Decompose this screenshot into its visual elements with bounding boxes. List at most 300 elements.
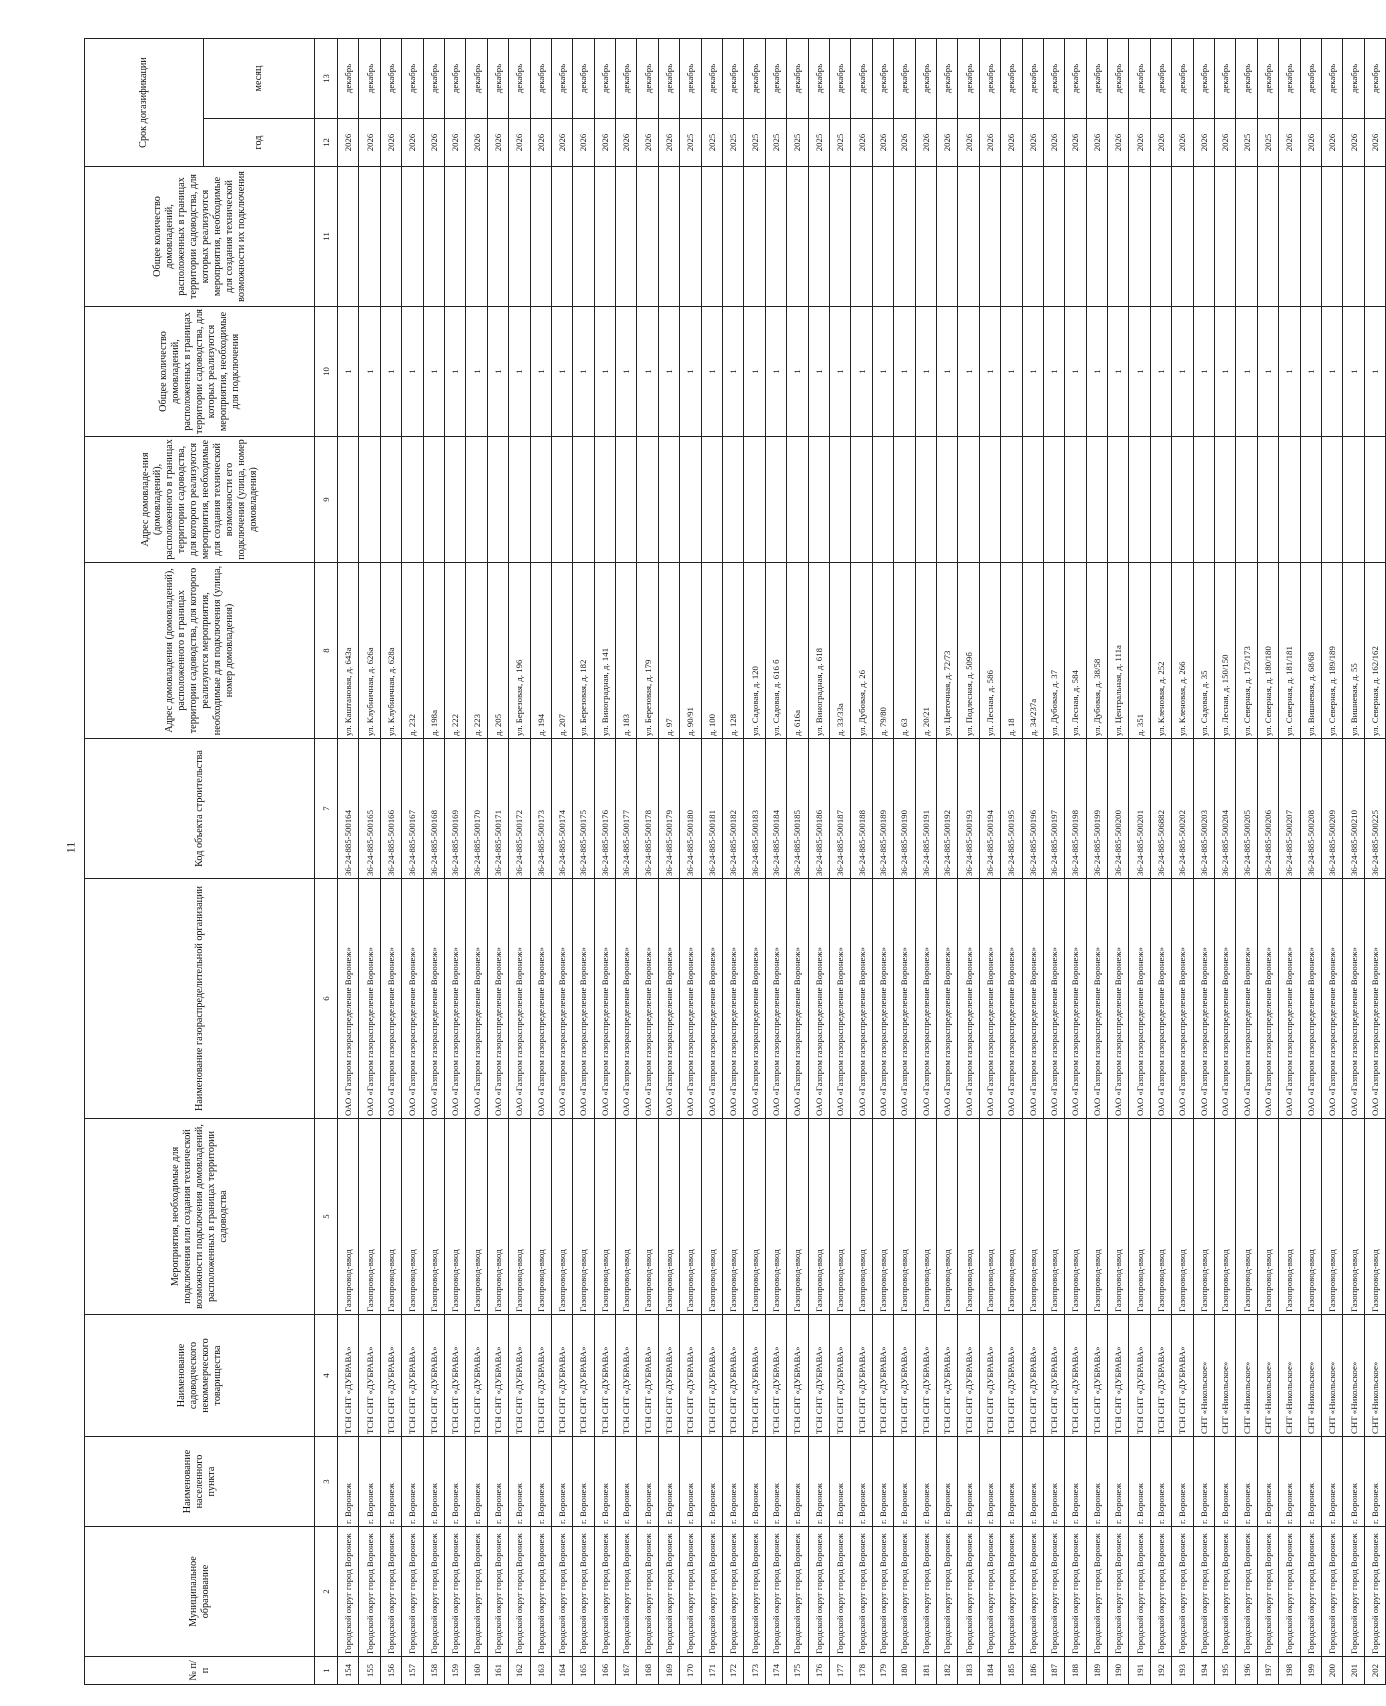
deadline-year-cell: 2026 (1343, 119, 1364, 167)
measure-cell: Газопровод-ввод (573, 1119, 594, 1315)
address-tech-cell (551, 437, 572, 563)
deadline-year-cell: 2025 (808, 119, 829, 167)
row-number: 176 (808, 1657, 829, 1685)
table-row (851, 38, 872, 1684)
measure-cell: Газопровод-ввод (723, 1119, 744, 1315)
row-number: 187 (1043, 1657, 1064, 1685)
row-number: 160 (466, 1657, 487, 1685)
table-row (1043, 38, 1064, 1684)
object-code-cell: 36-24-885-500164 (338, 739, 359, 879)
deadline-month-cell: декабрь (1321, 38, 1342, 118)
partnership-cell: ТСН СНТ «ДУБРАВА» (915, 1315, 936, 1437)
address-connection-cell: ул. Лесная, д. 586 (979, 563, 1000, 739)
partnership-cell: ТСН СНТ «ДУБРАВА» (637, 1315, 658, 1437)
measure-cell: Газопровод-ввод (1215, 1119, 1236, 1315)
object-code-cell: 36-24-885-500206 (1257, 739, 1278, 879)
object-code-cell: 36-24-885-500225 (1364, 739, 1385, 879)
municipality-cell: Городской округ город Воронеж (1257, 1527, 1278, 1657)
gas-org-cell: ОАО «Газпром газораспределение Воронеж» (1001, 879, 1022, 1119)
deadline-month-cell: декабрь (1150, 38, 1171, 118)
header-month: месяц (204, 38, 315, 118)
deadline-month-cell: декабрь (894, 38, 915, 118)
municipality-cell: Городской округ город Воронеж (808, 1527, 829, 1657)
address-tech-cell (744, 437, 765, 563)
address-connection-cell: д. 34/237а (1022, 563, 1043, 739)
table-row (338, 38, 359, 1684)
address-connection-cell: д. 100 (701, 563, 722, 739)
partnership-cell: ТСН СНТ «ДУБРАВА» (444, 1315, 465, 1437)
partnership-cell: ТСН СНТ «ДУБРАВА» (573, 1315, 594, 1437)
settlement-cell: г. Воронеж (915, 1437, 936, 1527)
municipality-cell: Городской округ город Воронеж (487, 1527, 508, 1657)
count-connection-cell: 1 (1257, 307, 1278, 437)
object-code-cell: 36-24-885-500190 (894, 739, 915, 879)
column-number: 8 (315, 563, 338, 739)
table-row (958, 38, 979, 1684)
object-code-cell: 36-24-885-500181 (701, 739, 722, 879)
gas-org-cell: ОАО «Газпром газораспределение Воронеж» (551, 879, 572, 1119)
address-tech-cell (1129, 437, 1150, 563)
gas-org-cell: ОАО «Газпром газораспределение Воронеж» (487, 879, 508, 1119)
row-number: 197 (1257, 1657, 1278, 1685)
count-tech-cell (444, 167, 465, 307)
settlement-cell: г. Воронеж (787, 1437, 808, 1527)
measure-cell: Газопровод-ввод (380, 1119, 401, 1315)
header-year: год (204, 119, 315, 167)
address-tech-cell (1108, 437, 1129, 563)
deadline-year-cell: 2026 (1215, 119, 1236, 167)
municipality-cell: Городской округ город Воронеж (338, 1527, 359, 1657)
partnership-cell: ТСН СНТ «ДУБРАВА» (338, 1315, 359, 1437)
address-connection-cell: ул. Лесная, д. 150/150 (1215, 563, 1236, 739)
table-row (551, 38, 572, 1684)
count-connection-cell: 1 (1043, 307, 1064, 437)
settlement-cell: г. Воронеж (1321, 1437, 1342, 1527)
address-tech-cell (680, 437, 701, 563)
count-tech-cell (338, 167, 359, 307)
count-tech-cell (1043, 167, 1064, 307)
object-code-cell: 36-24-885-500172 (509, 739, 530, 879)
deadline-month-cell: декабрь (936, 38, 957, 118)
count-tech-cell (466, 167, 487, 307)
deadline-month-cell: декабрь (402, 38, 423, 118)
object-code-cell: 36-24-885-500183 (744, 739, 765, 879)
header-col-2: Муниципальное образование (85, 1527, 315, 1657)
partnership-cell: ТСН СНТ «ДУБРАВА» (466, 1315, 487, 1437)
count-tech-cell (509, 167, 530, 307)
address-connection-cell: ул. Березовая, д. 179 (637, 563, 658, 739)
gas-org-cell: ОАО «Газпром газораспределение Воронеж» (1364, 879, 1385, 1119)
deadline-year-cell: 2026 (551, 119, 572, 167)
deadline-month-cell: декабрь (1364, 38, 1385, 118)
address-tech-cell (658, 437, 679, 563)
settlement-cell: г. Воронеж (701, 1437, 722, 1527)
address-connection-cell: д. 128 (723, 563, 744, 739)
address-connection-cell: ул. Виноградная, д. 141 (594, 563, 615, 739)
settlement-cell: г. Воронеж (1043, 1437, 1064, 1527)
row-number: 164 (551, 1657, 572, 1685)
table-row (444, 38, 465, 1684)
municipality-cell: Городской округ город Воронеж (359, 1527, 380, 1657)
settlement-cell: г. Воронеж (423, 1437, 444, 1527)
address-connection-cell: д. 232 (402, 563, 423, 739)
column-number: 2 (315, 1527, 338, 1657)
object-code-cell: 36-24-885-500167 (402, 739, 423, 879)
column-number: 5 (315, 1119, 338, 1315)
deadline-year-cell: 2026 (487, 119, 508, 167)
address-tech-cell (423, 437, 444, 563)
object-code-cell: 36-24-885-500189 (872, 739, 893, 879)
table-row (637, 38, 658, 1684)
table-row (1257, 38, 1278, 1684)
measure-cell: Газопровод-ввод (1279, 1119, 1300, 1315)
address-tech-cell (402, 437, 423, 563)
count-tech-cell (1236, 167, 1257, 307)
address-tech-cell (1065, 437, 1086, 563)
address-connection-cell: ул. Подлесная, д. 509б (958, 563, 979, 739)
deadline-year-cell: 2025 (723, 119, 744, 167)
address-connection-cell: ул. Лесная, д. 584 (1065, 563, 1086, 739)
partnership-cell: ТСН СНТ «ДУБРАВА» (680, 1315, 701, 1437)
row-number: 156 (380, 1657, 401, 1685)
address-tech-cell (1022, 437, 1043, 563)
settlement-cell: г. Воронеж (466, 1437, 487, 1527)
address-connection-cell: ул. Вишневая, д. 55 (1343, 563, 1364, 739)
address-connection-cell: д. 194 (530, 563, 551, 739)
municipality-cell: Городской округ город Воронеж (1086, 1527, 1107, 1657)
object-code-cell: 36-24-885-500170 (466, 739, 487, 879)
count-connection-cell: 1 (829, 307, 850, 437)
partnership-cell: ТСН СНТ «ДУБРАВА» (723, 1315, 744, 1437)
table-row (658, 38, 679, 1684)
table-row (723, 38, 744, 1684)
object-code-cell: 36-24-885-500174 (551, 739, 572, 879)
address-tech-cell (359, 437, 380, 563)
deadline-year-cell: 2026 (915, 119, 936, 167)
gas-org-cell: ОАО «Газпром газораспределение Воронеж» (1193, 879, 1214, 1119)
deadline-month-cell: декабрь (1343, 38, 1364, 118)
address-connection-cell: ул. Садовая, д. 120 (744, 563, 765, 739)
deadline-month-cell: декабрь (744, 38, 765, 118)
count-tech-cell (808, 167, 829, 307)
measure-cell: Газопровод-ввод (1364, 1119, 1385, 1315)
deadline-year-cell: 2026 (573, 119, 594, 167)
partnership-cell: СНТ «Никольское» (1279, 1315, 1300, 1437)
partnership-cell: ТСН СНТ «ДУБРАВА» (829, 1315, 850, 1437)
settlement-cell: г. Воронеж (894, 1437, 915, 1527)
gas-org-cell: ОАО «Газпром газораспределение Воронеж» (359, 879, 380, 1119)
municipality-cell: Городской округ город Воронеж (1321, 1527, 1342, 1657)
municipality-cell: Городской округ город Воронеж (1343, 1527, 1364, 1657)
count-connection-cell: 1 (1193, 307, 1214, 437)
deadline-year-cell: 2025 (1257, 119, 1278, 167)
count-connection-cell: 1 (1215, 307, 1236, 437)
count-connection-cell: 1 (423, 307, 444, 437)
count-tech-cell (936, 167, 957, 307)
deadline-month-cell: декабрь (1257, 38, 1278, 118)
count-tech-cell (1150, 167, 1171, 307)
count-tech-cell (423, 167, 444, 307)
municipality-cell: Городской округ город Воронеж (851, 1527, 872, 1657)
deadline-month-cell: декабрь (1129, 38, 1150, 118)
measure-cell: Газопровод-ввод (1065, 1119, 1086, 1315)
header-deadline: Срок догазификации (85, 38, 204, 166)
address-tech-cell (466, 437, 487, 563)
deadline-year-cell: 2026 (402, 119, 423, 167)
row-number: 192 (1150, 1657, 1171, 1685)
header-col-5: Мероприятия, необходимые для подключения или создания технической возможности подключения домовладений, расположенных в границах территории садоводства (85, 1119, 315, 1315)
settlement-cell: г. Воронеж (594, 1437, 615, 1527)
address-tech-cell (958, 437, 979, 563)
table-body (338, 38, 1386, 1684)
page-number: 11 (63, 841, 78, 854)
partnership-cell: ТСН СНТ «ДУБРАВА» (594, 1315, 615, 1437)
row-number: 188 (1065, 1657, 1086, 1685)
address-tech-cell (829, 437, 850, 563)
row-number: 175 (787, 1657, 808, 1685)
gas-org-cell: ОАО «Газпром газораспределение Воронеж» (915, 879, 936, 1119)
row-number: 181 (915, 1657, 936, 1685)
municipality-cell: Городской округ город Воронеж (872, 1527, 893, 1657)
settlement-cell: г. Воронеж (359, 1437, 380, 1527)
deadline-year-cell: 2026 (1300, 119, 1321, 167)
settlement-cell: г. Воронеж (1279, 1437, 1300, 1527)
header-col-3: Наименование населенного пункта (85, 1437, 315, 1527)
gas-org-cell: ОАО «Газпром газораспределение Воронеж» (872, 879, 893, 1119)
settlement-cell: г. Воронеж (487, 1437, 508, 1527)
table-row (487, 38, 508, 1684)
deadline-year-cell: 2026 (423, 119, 444, 167)
gas-org-cell: ОАО «Газпром газораспределение Воронеж» (1043, 879, 1064, 1119)
settlement-cell: г. Воронеж (1108, 1437, 1129, 1527)
row-number: 163 (530, 1657, 551, 1685)
address-connection-cell: ул. Каштановая, д. 643а (338, 563, 359, 739)
deadline-month-cell: декабрь (658, 38, 679, 118)
table-row (1172, 38, 1193, 1684)
row-number: 167 (616, 1657, 637, 1685)
municipality-cell: Городской округ город Воронеж (723, 1527, 744, 1657)
gas-org-cell: ОАО «Газпром газораспределение Воронеж» (658, 879, 679, 1119)
address-connection-cell: ул. Дубовая, д. 26 (851, 563, 872, 739)
object-code-cell: 36-24-885-500173 (530, 739, 551, 879)
table-row (573, 38, 594, 1684)
partnership-cell: ТСН СНТ «ДУБРАВА» (616, 1315, 637, 1437)
count-connection-cell: 1 (338, 307, 359, 437)
partnership-cell: ТСН СНТ «ДУБРАВА» (1150, 1315, 1171, 1437)
municipality-cell: Городской округ город Воронеж (1215, 1527, 1236, 1657)
address-tech-cell (637, 437, 658, 563)
measure-cell: Газопровод-ввод (765, 1119, 786, 1315)
count-tech-cell (380, 167, 401, 307)
settlement-cell: г. Воронеж (723, 1437, 744, 1527)
partnership-cell: СНТ «Никольское» (1257, 1315, 1278, 1437)
municipality-cell: Городской округ город Воронеж (444, 1527, 465, 1657)
count-tech-cell (872, 167, 893, 307)
municipality-cell: Городской округ город Воронеж (1172, 1527, 1193, 1657)
deadline-month-cell: декабрь (594, 38, 615, 118)
deadline-month-cell: декабрь (1043, 38, 1064, 118)
partnership-cell: ТСН СНТ «ДУБРАВА» (359, 1315, 380, 1437)
count-tech-cell (723, 167, 744, 307)
settlement-cell: г. Воронеж (979, 1437, 1000, 1527)
address-tech-cell (894, 437, 915, 563)
count-tech-cell (979, 167, 1000, 307)
partnership-cell: ТСН СНТ «ДУБРАВА» (1108, 1315, 1129, 1437)
gas-org-cell: ОАО «Газпром газораспределение Воронеж» (1257, 879, 1278, 1119)
measure-cell: Газопровод-ввод (487, 1119, 508, 1315)
measure-cell: Газопровод-ввод (338, 1119, 359, 1315)
row-number: 184 (979, 1657, 1000, 1685)
object-code-cell: 36-24-885-500191 (915, 739, 936, 879)
object-code-cell: 36-24-885-500184 (765, 739, 786, 879)
row-number: 198 (1279, 1657, 1300, 1685)
deadline-year-cell: 2026 (958, 119, 979, 167)
object-code-cell: 36-24-885-500194 (979, 739, 1000, 879)
object-code-cell: 36-24-885-500203 (1193, 739, 1214, 879)
partnership-cell: ТСН СНТ «ДУБРАВА» (509, 1315, 530, 1437)
municipality-cell: Городской округ город Воронеж (402, 1527, 423, 1657)
table-row (466, 38, 487, 1684)
address-tech-cell (723, 437, 744, 563)
row-number: 172 (723, 1657, 744, 1685)
municipality-cell: Городской округ город Воронеж (1193, 1527, 1214, 1657)
gas-org-cell: ОАО «Газпром газораспределение Воронеж» (1215, 879, 1236, 1119)
settlement-cell: г. Воронеж (402, 1437, 423, 1527)
count-connection-cell: 1 (402, 307, 423, 437)
partnership-cell: ТСН СНТ «ДУБРАВА» (551, 1315, 572, 1437)
partnership-cell: ТСН СНТ «ДУБРАВА» (936, 1315, 957, 1437)
count-connection-cell: 1 (1108, 307, 1129, 437)
address-tech-cell (1343, 437, 1364, 563)
address-connection-cell: д. 351 (1129, 563, 1150, 739)
deadline-month-cell: декабрь (423, 38, 444, 118)
count-connection-cell: 1 (979, 307, 1000, 437)
object-code-cell: 36-24-885-500207 (1279, 739, 1300, 879)
settlement-cell: г. Воронеж (1300, 1437, 1321, 1527)
partnership-cell: ТСН СНТ «ДУБРАВА» (787, 1315, 808, 1437)
settlement-cell: г. Воронеж (1001, 1437, 1022, 1527)
municipality-cell: Городской округ город Воронеж (1108, 1527, 1129, 1657)
count-tech-cell (573, 167, 594, 307)
deadline-year-cell: 2026 (1279, 119, 1300, 167)
deadline-year-cell: 2026 (637, 119, 658, 167)
count-tech-cell (637, 167, 658, 307)
row-number: 201 (1343, 1657, 1364, 1685)
table-row (829, 38, 850, 1684)
deadline-year-cell: 2026 (658, 119, 679, 167)
row-number: 162 (509, 1657, 530, 1685)
settlement-cell: г. Воронеж (1364, 1437, 1385, 1527)
measure-cell: Газопровод-ввод (808, 1119, 829, 1315)
row-number: 195 (1215, 1657, 1236, 1685)
deadline-month-cell: декабрь (851, 38, 872, 118)
row-number: 159 (444, 1657, 465, 1685)
address-connection-cell: д. 616а (787, 563, 808, 739)
address-tech-cell (936, 437, 957, 563)
deadline-month-cell: декабрь (1300, 38, 1321, 118)
table-row (1022, 38, 1043, 1684)
deadline-year-cell: 2026 (1364, 119, 1385, 167)
table-row (744, 38, 765, 1684)
measure-cell: Газопровод-ввод (594, 1119, 615, 1315)
object-code-cell: 36-24-885-506882 (1150, 739, 1171, 879)
settlement-cell: г. Воронеж (530, 1437, 551, 1527)
table-row (1364, 38, 1385, 1684)
measure-cell: Газопровод-ввод (894, 1119, 915, 1315)
gas-org-cell: ОАО «Газпром газораспределение Воронеж» (723, 879, 744, 1119)
settlement-cell: г. Воронеж (1236, 1437, 1257, 1527)
settlement-cell: г. Воронеж (658, 1437, 679, 1527)
partnership-cell: СНТ «Никольское» (1215, 1315, 1236, 1437)
row-number: 155 (359, 1657, 380, 1685)
object-code-cell: 36-24-885-500188 (851, 739, 872, 879)
measure-cell: Газопровод-ввод (701, 1119, 722, 1315)
settlement-cell: г. Воронеж (936, 1437, 957, 1527)
address-tech-cell (338, 437, 359, 563)
count-connection-cell: 1 (723, 307, 744, 437)
gas-org-cell: ОАО «Газпром газораспределение Воронеж» (1236, 879, 1257, 1119)
deadline-month-cell: декабрь (787, 38, 808, 118)
count-connection-cell: 1 (936, 307, 957, 437)
settlement-cell: г. Воронеж (808, 1437, 829, 1527)
address-tech-cell (1043, 437, 1064, 563)
object-code-cell: 36-24-885-500179 (658, 739, 679, 879)
count-tech-cell (765, 167, 786, 307)
deadline-month-cell: декабрь (723, 38, 744, 118)
table-row (765, 38, 786, 1684)
header-col-8: Адрес домовладения (домовладений), расположенного в границах территории садоводства, для которого реализуются мероприятия, необходимые для подключения (улица, номер домовладения) (85, 563, 315, 739)
deadline-month-cell: декабрь (359, 38, 380, 118)
settlement-cell: г. Воронеж (765, 1437, 786, 1527)
measure-cell: Газопровод-ввод (1236, 1119, 1257, 1315)
deadline-year-cell: 2026 (509, 119, 530, 167)
count-tech-cell (487, 167, 508, 307)
header-col-10: Общее количество домовладений, расположенных в границах территории садоводства, для которых реализуются мероприятия, необходимые для подключения (85, 307, 315, 437)
partnership-cell: ТСН СНТ «ДУБРАВА» (658, 1315, 679, 1437)
deadline-month-cell: декабрь (1172, 38, 1193, 118)
count-connection-cell: 1 (872, 307, 893, 437)
measure-cell: Газопровод-ввод (359, 1119, 380, 1315)
table-row (616, 38, 637, 1684)
measure-cell: Газопровод-ввод (1022, 1119, 1043, 1315)
address-connection-cell: д. 63 (894, 563, 915, 739)
column-number: 4 (315, 1315, 338, 1437)
object-code-cell: 36-24-885-500169 (444, 739, 465, 879)
address-tech-cell (594, 437, 615, 563)
municipality-cell: Городской округ город Воронеж (701, 1527, 722, 1657)
municipality-cell: Городской округ город Воронеж (1279, 1527, 1300, 1657)
count-connection-cell: 1 (466, 307, 487, 437)
object-code-cell: 36-24-885-500192 (936, 739, 957, 879)
address-tech-cell (1215, 437, 1236, 563)
measure-cell: Газопровод-ввод (423, 1119, 444, 1315)
row-number: 169 (658, 1657, 679, 1685)
measure-cell: Газопровод-ввод (1108, 1119, 1129, 1315)
deadline-month-cell: декабрь (915, 38, 936, 118)
deadline-month-cell: декабрь (1236, 38, 1257, 118)
deadline-month-cell: декабрь (1022, 38, 1043, 118)
table-row (915, 38, 936, 1684)
deadline-year-cell: 2025 (787, 119, 808, 167)
object-code-cell: 36-24-885-500197 (1043, 739, 1064, 879)
table-row (1108, 38, 1129, 1684)
partnership-cell: СНТ «Никольское» (1300, 1315, 1321, 1437)
gas-org-cell: ОАО «Газпром газораспределение Воронеж» (1022, 879, 1043, 1119)
count-tech-cell (1065, 167, 1086, 307)
municipality-cell: Городской округ город Воронеж (380, 1527, 401, 1657)
count-tech-cell (1086, 167, 1107, 307)
gasification-table (84, 38, 1386, 1685)
